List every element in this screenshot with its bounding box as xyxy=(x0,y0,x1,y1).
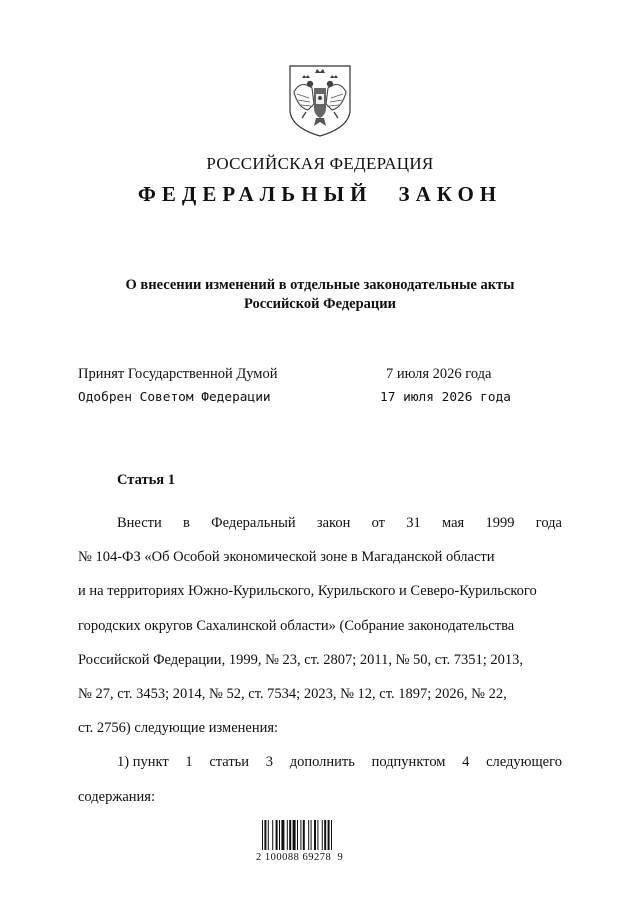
law-subject-line2: Российской Федерации xyxy=(243,296,396,312)
barcode-bar xyxy=(322,820,323,850)
coat-of-arms-icon xyxy=(288,64,352,138)
barcode-number: 2 100088 69278 9 xyxy=(256,852,344,863)
word: подпунктом xyxy=(371,754,446,771)
barcode-bar xyxy=(314,820,316,850)
article-body xyxy=(78,506,562,814)
article-line-9: содержания: xyxy=(78,788,156,805)
barcode-bar xyxy=(279,820,280,850)
law-title-word1: ФЕДЕРАЛЬНЫЙ xyxy=(137,182,373,206)
law-title xyxy=(0,182,640,207)
barcode-bar xyxy=(311,820,312,850)
article-line-4: городских округов Сахалинской области» (Собрание законодательства xyxy=(78,617,515,634)
word: 1 xyxy=(185,754,193,771)
barcode-bar xyxy=(289,820,291,850)
barcode-bar xyxy=(308,820,309,850)
law-subject xyxy=(0,276,640,314)
barcode-bar xyxy=(281,820,284,850)
word: Федеральный xyxy=(211,515,296,531)
word: 1) пункт xyxy=(117,754,169,771)
barcode-bar xyxy=(328,820,330,850)
barcode-bar xyxy=(262,820,263,850)
barcode-bar xyxy=(293,820,296,850)
word: дополнить xyxy=(289,754,355,771)
article-line-7: ст. 2756) следующие изменения: xyxy=(78,720,279,737)
word: статьи xyxy=(209,754,250,771)
article-line-3: и на территориях Южно-Курильского, Курильского и Северо-Курильского xyxy=(78,583,537,600)
barcode-bar xyxy=(331,820,332,850)
article-line-8 xyxy=(78,745,562,779)
word: года xyxy=(535,515,562,531)
word: закон xyxy=(316,515,351,531)
council-approval-label: Одобрен Советом Федерации xyxy=(78,390,271,405)
article-title: Статья 1 xyxy=(117,472,175,488)
council-approval-date: 17 июля 2026 года xyxy=(380,390,511,405)
word: 31 xyxy=(406,515,421,531)
barcode-bar xyxy=(276,820,278,850)
barcode-bar xyxy=(268,820,269,850)
word: 1999 xyxy=(485,515,515,531)
duma-adoption-date: 7 июля 2026 года xyxy=(386,366,492,382)
duma-adoption-label: Принят Государственной Думой xyxy=(78,366,278,382)
word: 4 xyxy=(462,754,470,771)
barcode-bar xyxy=(297,820,298,850)
word: 3 xyxy=(265,754,274,771)
word: мая xyxy=(442,515,465,531)
barcode-bar xyxy=(287,820,288,850)
law-title-word2: ЗАКОН xyxy=(398,182,503,206)
barcode-bar xyxy=(264,820,266,850)
word: следующего xyxy=(486,754,562,771)
law-subject-line1: О внесении изменений в отдельные законодательные акты xyxy=(125,277,515,293)
barcode-bar xyxy=(303,820,305,850)
word: от xyxy=(371,515,386,531)
country-heading: РОССИЙСКАЯ ФЕДЕРАЦИЯ xyxy=(206,154,434,173)
article-line-6: № 27, ст. 3453; 2014, № 52, ст. 7534; 2023, № 12, ст. 1897; 2026, № 22, xyxy=(78,685,507,702)
article-line-1 xyxy=(78,506,562,540)
barcode-icon xyxy=(262,820,354,854)
word: в xyxy=(183,515,190,531)
article-line-5: Российской Федерации, 1999, № 23, ст. 2807; 2011, № 50, ст. 7351; 2013, xyxy=(78,651,523,668)
barcode-bar xyxy=(317,820,318,850)
barcode-bar xyxy=(324,820,326,850)
barcode-bar xyxy=(272,820,273,850)
barcode-bar xyxy=(300,820,301,850)
article-line-2: № 104-ФЗ «Об Особой экономической зоне в Магаданской области xyxy=(78,549,495,566)
word: Внести xyxy=(117,515,162,531)
